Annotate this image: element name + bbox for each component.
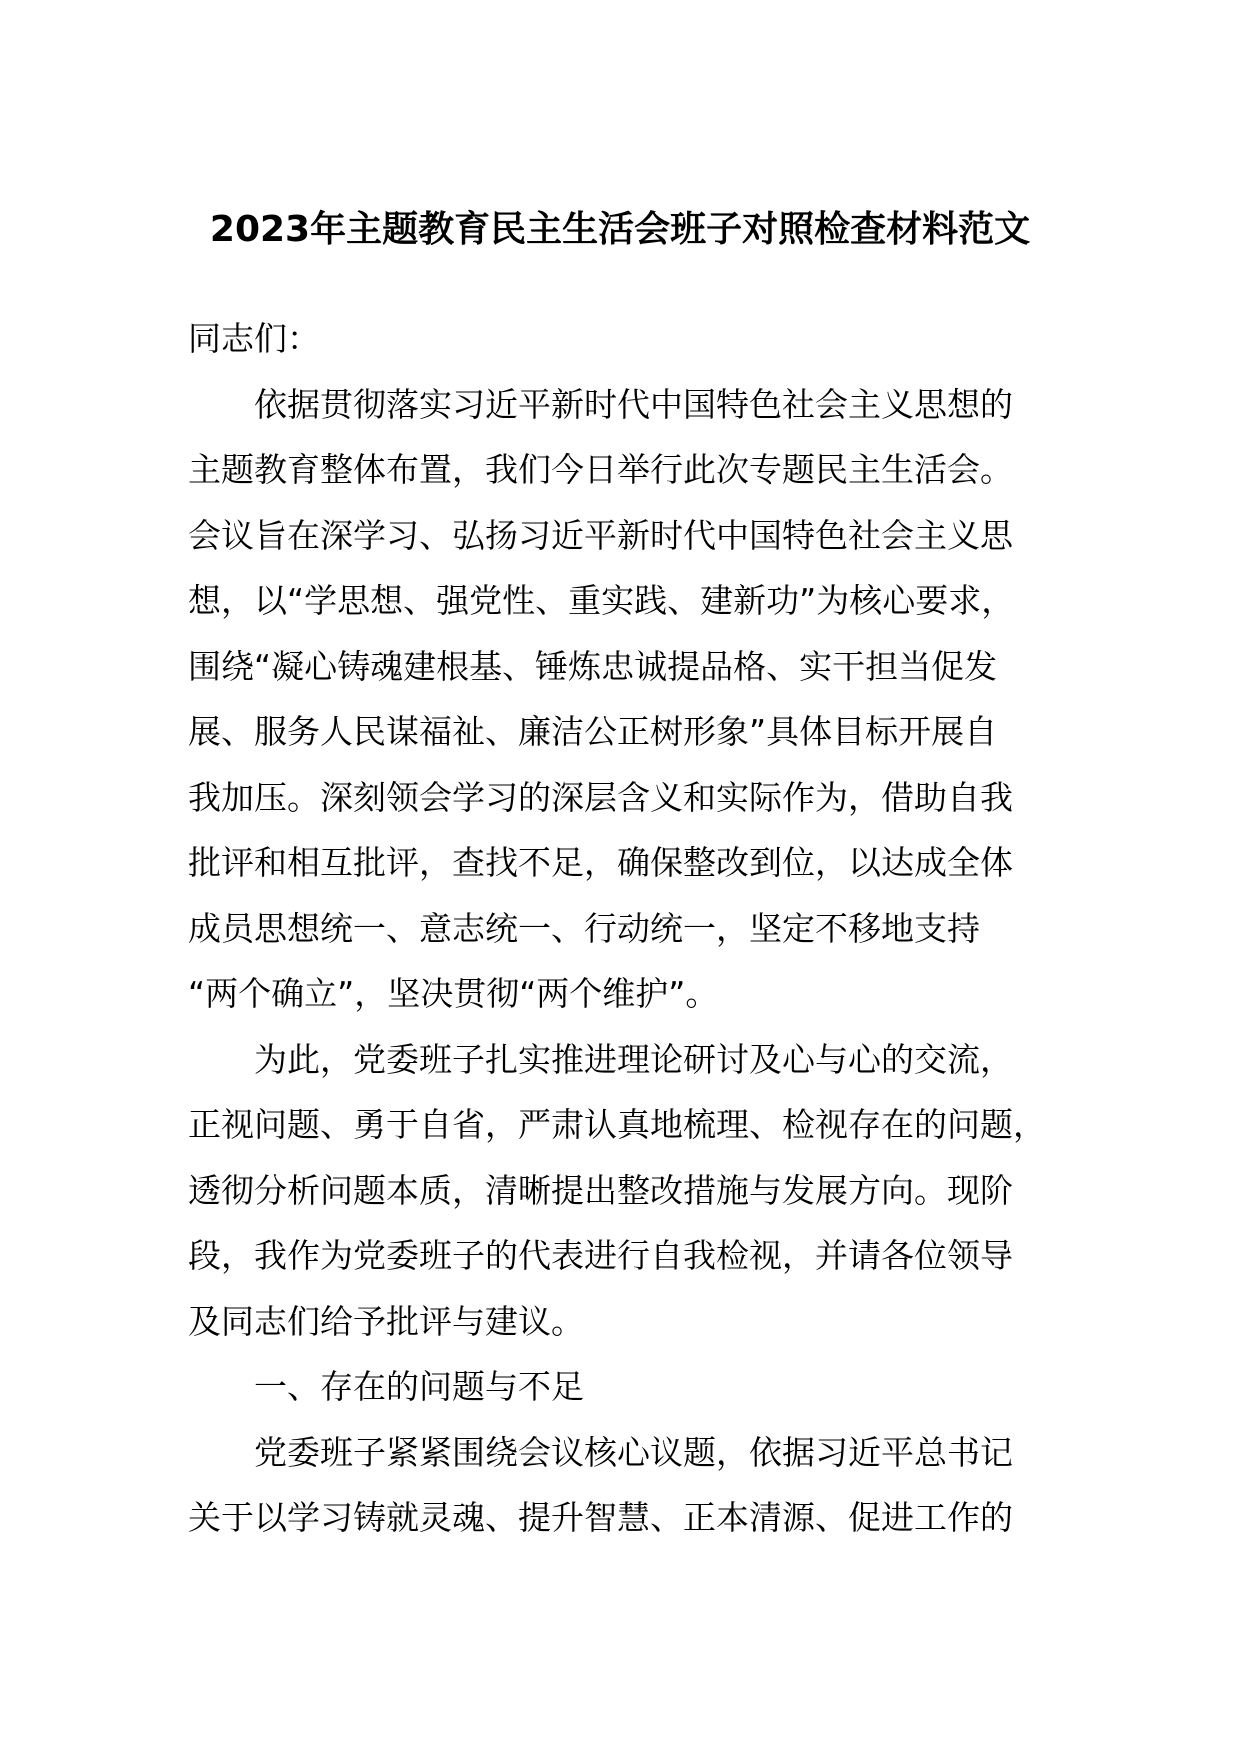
text-line: 关于以学习铸就灵魂、提升智慧、正本清源、促进工作的 bbox=[188, 1498, 1013, 1537]
text-line: 想，以“学思想、强党性、重实践、建新功”为核心要求， bbox=[188, 581, 1015, 620]
text-line: 段，我作为党委班子的代表进行自我检视，并请各位领导 bbox=[188, 1236, 1013, 1275]
text-line: 主题教育整体布置，我们今日举行此次专题民主生活会。 bbox=[188, 450, 1013, 489]
text-line: 我加压。深刻领会学习的深层含义和实际作为，借助自我 bbox=[188, 777, 1013, 817]
text-line: 正视问题、勇于自省，严肃认真地梳理、检视存在的问题， bbox=[188, 1105, 1046, 1144]
document-title: 2023年主题教育民主生活会班子对照检查材料范文 bbox=[209, 209, 1031, 250]
text-line: 透彻分析问题本质，清晰提出整改措施与发展方向。现阶 bbox=[188, 1170, 1013, 1210]
text-line: 依据贯彻落实习近平新时代中国特色社会主义思想的 bbox=[254, 384, 1013, 424]
text-line: “两个确立”，坚决贯彻“两个维护”。 bbox=[188, 974, 719, 1013]
text-line: 及同志们给予批评与建议。 bbox=[188, 1301, 584, 1341]
text-line: 成员思想统一、意志统一、行动统一，坚定不移地支持 bbox=[188, 908, 980, 948]
text-line: 展、服务人民谋福祉、廉洁公正树形象”具体目标开展自 bbox=[188, 712, 998, 751]
document-body bbox=[188, 306, 1068, 1551]
text-line: 同志们： bbox=[188, 319, 320, 358]
text-line: 会议旨在深学习、弘扬习近平新时代中国特色社会主义思 bbox=[188, 515, 1013, 555]
text-line: 一、存在的问题与不足 bbox=[254, 1367, 584, 1406]
text-line: 党委班子紧紧围绕会议核心议题，依据习近平总书记 bbox=[254, 1432, 1013, 1472]
text-line: 围绕“凝心铸魂建根基、锤炼忠诚提品格、实干担当促发 bbox=[188, 646, 998, 686]
text-line: 为此，党委班子扎实推进理论研讨及心与心的交流， bbox=[254, 1039, 1013, 1079]
text-line: 批评和相互批评，查找不足，确保整改到位，以达成全体 bbox=[188, 843, 1013, 882]
